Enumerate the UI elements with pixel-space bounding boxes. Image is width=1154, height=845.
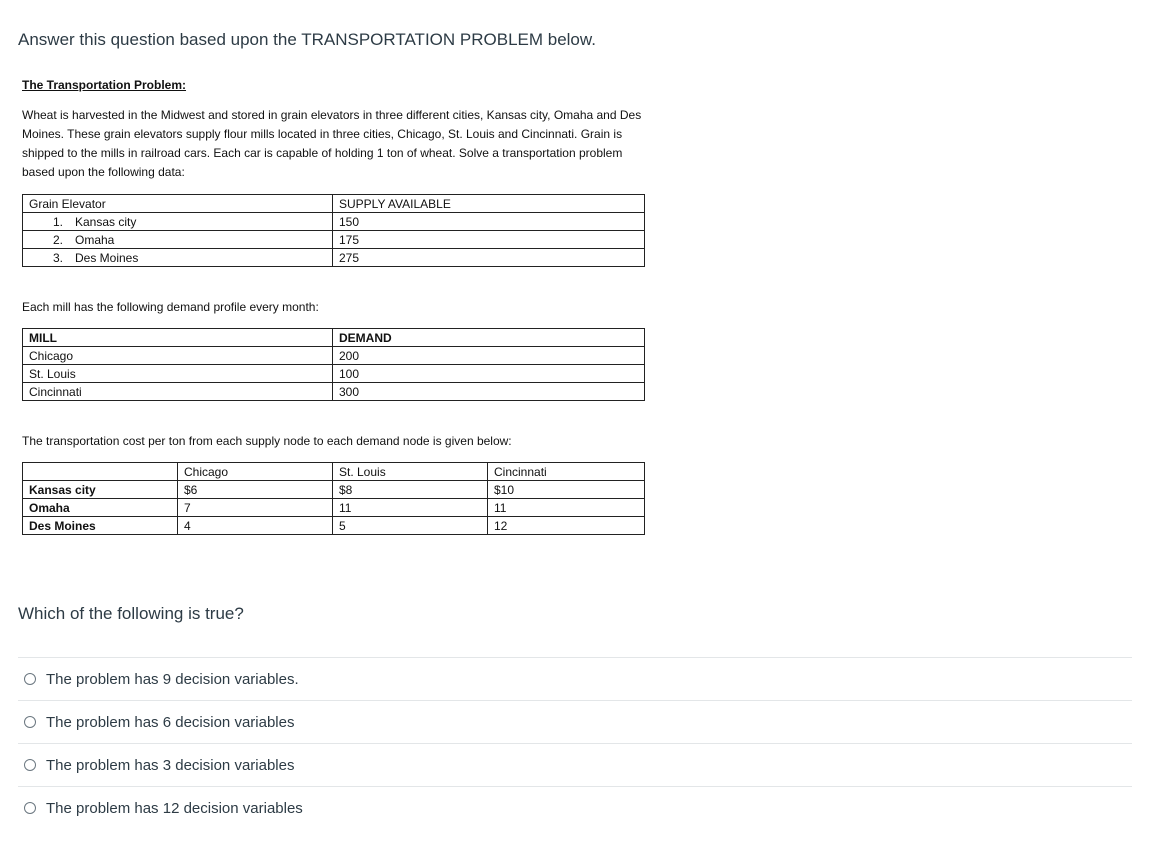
table-row [23, 499, 645, 517]
table-cell: 300 [333, 383, 645, 401]
table-header: St. Louis [333, 463, 488, 481]
supply-table [22, 194, 645, 267]
table-cell: $10 [488, 481, 645, 499]
answer-option[interactable] [18, 786, 1132, 829]
answer-list [18, 657, 1132, 829]
problem-heading: The Transportation Problem: [22, 78, 187, 92]
table-cell: 11 [333, 499, 488, 517]
answer-option[interactable] [18, 743, 1132, 786]
row-index: 3. [53, 250, 64, 265]
table-cell: 7 [178, 499, 333, 517]
table-cell: Kansas city [23, 481, 178, 499]
table-row [23, 249, 645, 267]
row-label: Des Moines [75, 250, 139, 265]
answer-label[interactable]: The problem has 12 decision variables [46, 799, 303, 817]
radio-icon[interactable] [24, 716, 36, 728]
row-label: Omaha [75, 232, 115, 247]
table-cell: Chicago [23, 347, 333, 365]
table-cell: 200 [333, 347, 645, 365]
table-header: DEMAND [333, 329, 645, 347]
radio-icon[interactable] [24, 759, 36, 771]
table-header: Cincinnati [488, 463, 645, 481]
table-cell: St. Louis [23, 365, 333, 383]
answer-label[interactable]: The problem has 9 decision variables. [46, 670, 299, 688]
table-row [23, 231, 645, 249]
question-text: Answer this question based upon the TRANSPORTATION PROBLEM below. [18, 30, 596, 49]
table-cell: 11 [488, 499, 645, 517]
table-row [23, 365, 645, 383]
table-header: MILL [23, 329, 333, 347]
row-label: Kansas city [75, 214, 137, 229]
table-cell: Omaha [23, 499, 178, 517]
radio-icon[interactable] [24, 673, 36, 685]
answer-option[interactable] [18, 657, 1132, 700]
table-cell: 4 [178, 517, 333, 535]
demand-table [22, 328, 645, 401]
table-header: SUPPLY AVAILABLE [333, 195, 645, 213]
table-cell: 175 [333, 231, 645, 249]
table-cell: Cincinnati [23, 383, 333, 401]
radio-icon[interactable] [24, 802, 36, 814]
table-cell: $8 [333, 481, 488, 499]
table-row [23, 213, 645, 231]
table-header [23, 463, 178, 481]
table-header: Chicago [178, 463, 333, 481]
table-row [23, 383, 645, 401]
table-cell: Des Moines [23, 517, 178, 535]
table-cell: 150 [333, 213, 645, 231]
table-header-row [23, 463, 645, 481]
table-cell: $6 [178, 481, 333, 499]
demand-caption: Each mill has the following demand profile every month: [22, 300, 319, 314]
question-prompt: Which of the following is true? [18, 604, 244, 623]
table-row [23, 347, 645, 365]
table-header-row [23, 329, 645, 347]
cost-table [22, 462, 645, 535]
row-index: 2. [53, 232, 64, 247]
table-row [23, 517, 645, 535]
answer-option[interactable] [18, 700, 1132, 743]
table-header-row [23, 195, 645, 213]
answer-label[interactable]: The problem has 6 decision variables [46, 713, 295, 731]
table-cell: 275 [333, 249, 645, 267]
row-index: 1. [53, 214, 64, 229]
table-cell: 100 [333, 365, 645, 383]
answer-label[interactable]: The problem has 3 decision variables [46, 756, 295, 774]
cost-caption: The transportation cost per ton from each supply node to each demand node is given below: [22, 434, 512, 448]
problem-paragraph: Wheat is harvested in the Midwest and stored in grain elevators in three different cities, Kansas city, Omaha and Des Moines. These grain elevators supply flour mills located in three cities, Chicago, St. Louis and Cincinnati. Grain is shipped to the mills in railroad cars. Each car is capable of holding 1 ton of wheat. Solve a transportation problem based upon the following data: [22, 108, 642, 179]
table-cell: 5 [333, 517, 488, 535]
table-header: Grain Elevator [23, 195, 333, 213]
table-cell: 12 [488, 517, 645, 535]
table-row [23, 481, 645, 499]
